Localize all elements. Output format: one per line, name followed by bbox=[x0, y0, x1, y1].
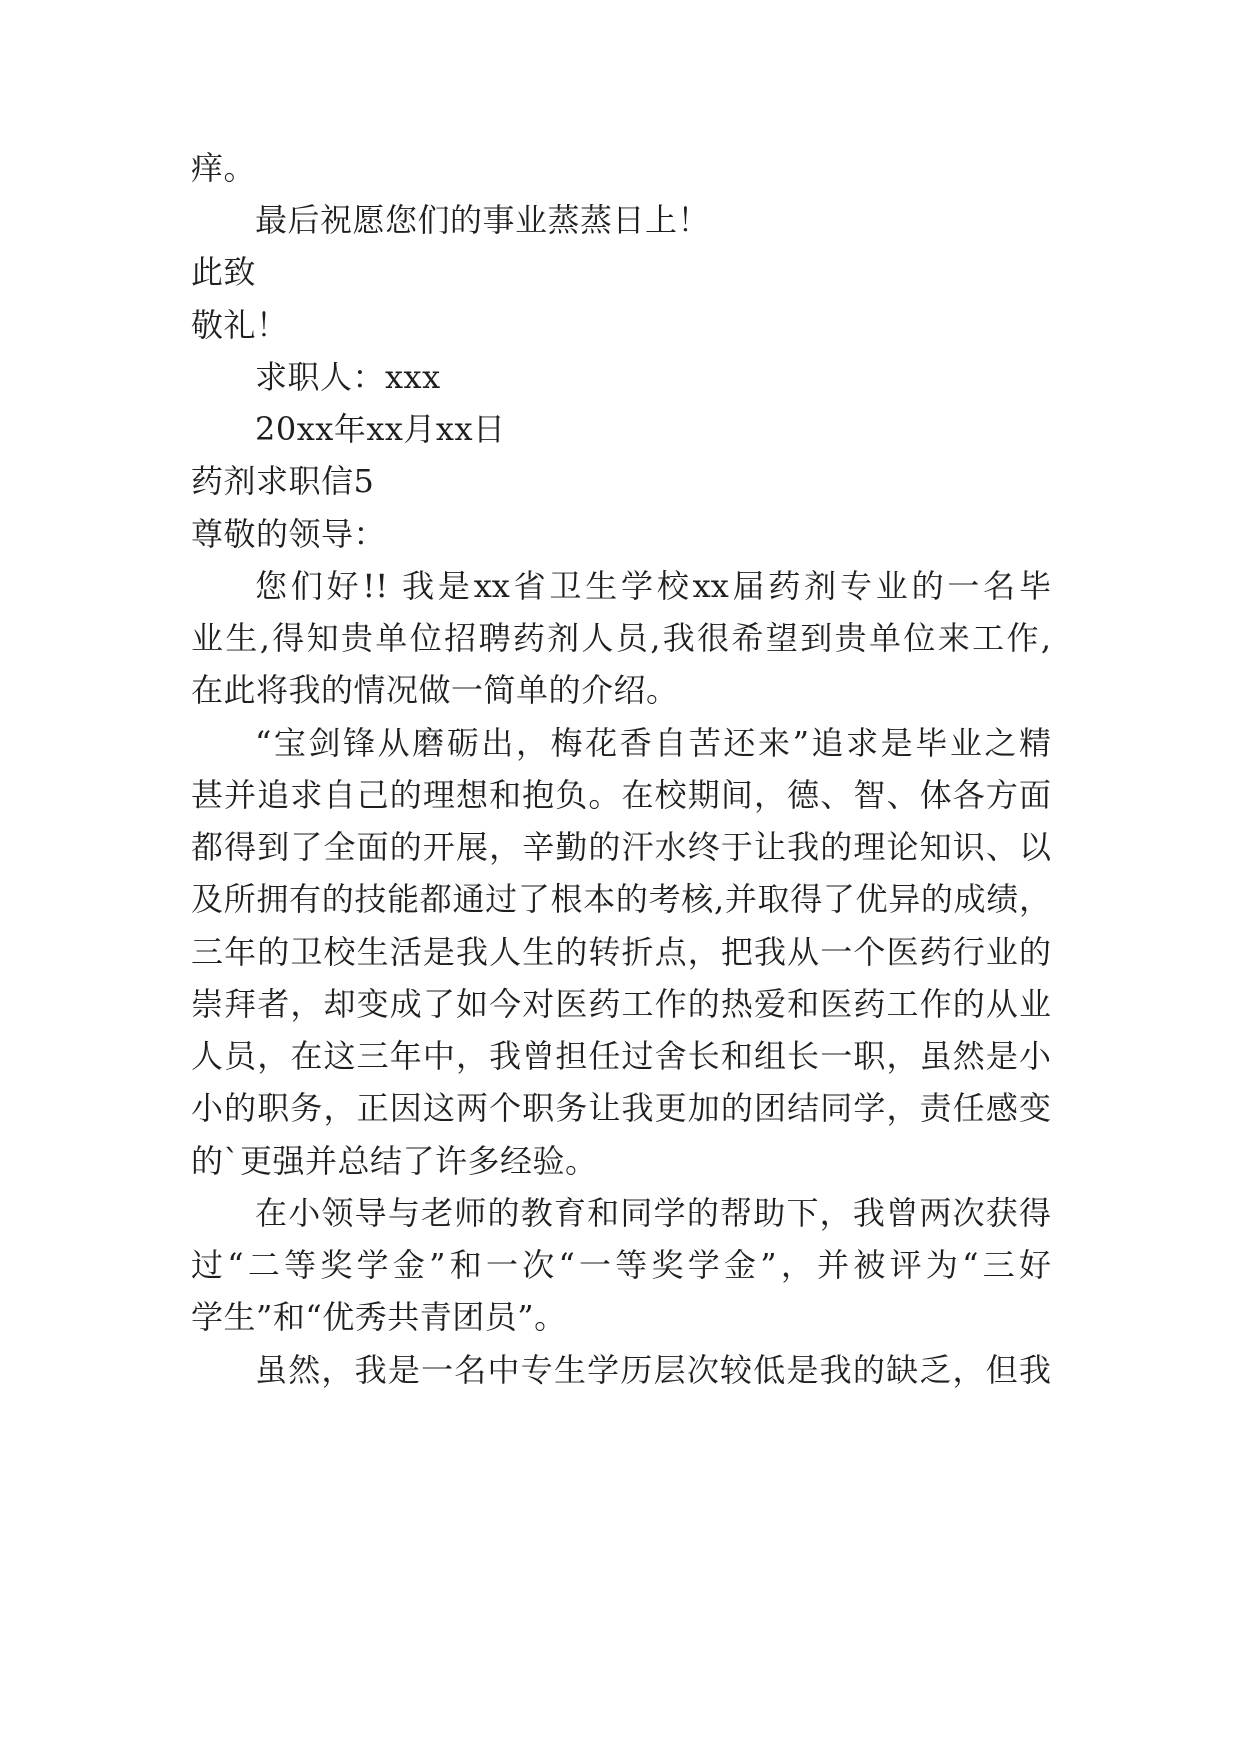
text-line: 痒。 bbox=[191, 149, 257, 187]
paragraph-line: 三年的卫校生活是我人生的转折点，把我从一个医药行业的 bbox=[191, 933, 1051, 971]
applicant-signature: 求职人：xxx bbox=[255, 358, 441, 396]
paragraph-line: 都得到了全面的开展，辛勤的汗水终于让我的理论知识、以 bbox=[191, 828, 1051, 866]
letter-date: 20xx年xx月xx日 bbox=[255, 410, 506, 448]
letter-greeting: 尊敬的领导： bbox=[191, 515, 387, 553]
paragraph-line: 虽然，我是一名中专生学历层次较低是我的缺乏，但我 bbox=[255, 1351, 1051, 1389]
paragraph-line: 在小领导与老师的教育和同学的帮助下，我曾两次获得 bbox=[255, 1194, 1051, 1232]
paragraph-line: 业生,得知贵单位招聘药剂人员,我很希望到贵单位来工作, bbox=[191, 619, 1051, 657]
section-title: 药剂求职信5 bbox=[191, 462, 375, 500]
closing-wish: 最后祝愿您们的事业蒸蒸日上！ bbox=[255, 201, 711, 239]
paragraph-line: 过“二等奖学金”和一次“一等奖学金”，并被评为“三好 bbox=[191, 1246, 1051, 1284]
paragraph-line: 小的职务，正因这两个职务让我更加的团结同学，责任感变 bbox=[191, 1089, 1051, 1127]
paragraph-line: 学生”和“优秀共青团员”。 bbox=[191, 1298, 567, 1336]
paragraph-line: 甚并追求自己的理想和抱负。在校期间，德、智、体各方面 bbox=[191, 776, 1051, 814]
salutation-jingli: 敬礼！ bbox=[191, 306, 289, 344]
paragraph-line: 崇拜者，却变成了如今对医药工作的热爱和医药工作的从业 bbox=[191, 985, 1051, 1023]
paragraph-line: 及所拥有的技能都通过了根本的考核,并取得了优异的成绩， bbox=[191, 880, 1051, 918]
paragraph-line: 人员，在这三年中，我曾担任过舍长和组长一职，虽然是小 bbox=[191, 1037, 1051, 1075]
paragraph-line: 的`更强并总结了许多经验。 bbox=[191, 1142, 598, 1180]
paragraph-line: 在此将我的情况做一简单的介绍。 bbox=[191, 671, 679, 709]
salutation-cizhi: 此致 bbox=[191, 253, 257, 291]
paragraph-line: 您们好!! 我是xx省卫生学校xx届药剂专业的一名毕 bbox=[255, 567, 1051, 605]
paragraph-line: “宝剑锋从磨砺出，梅花香自苦还来”追求是毕业之精 bbox=[255, 724, 1051, 762]
